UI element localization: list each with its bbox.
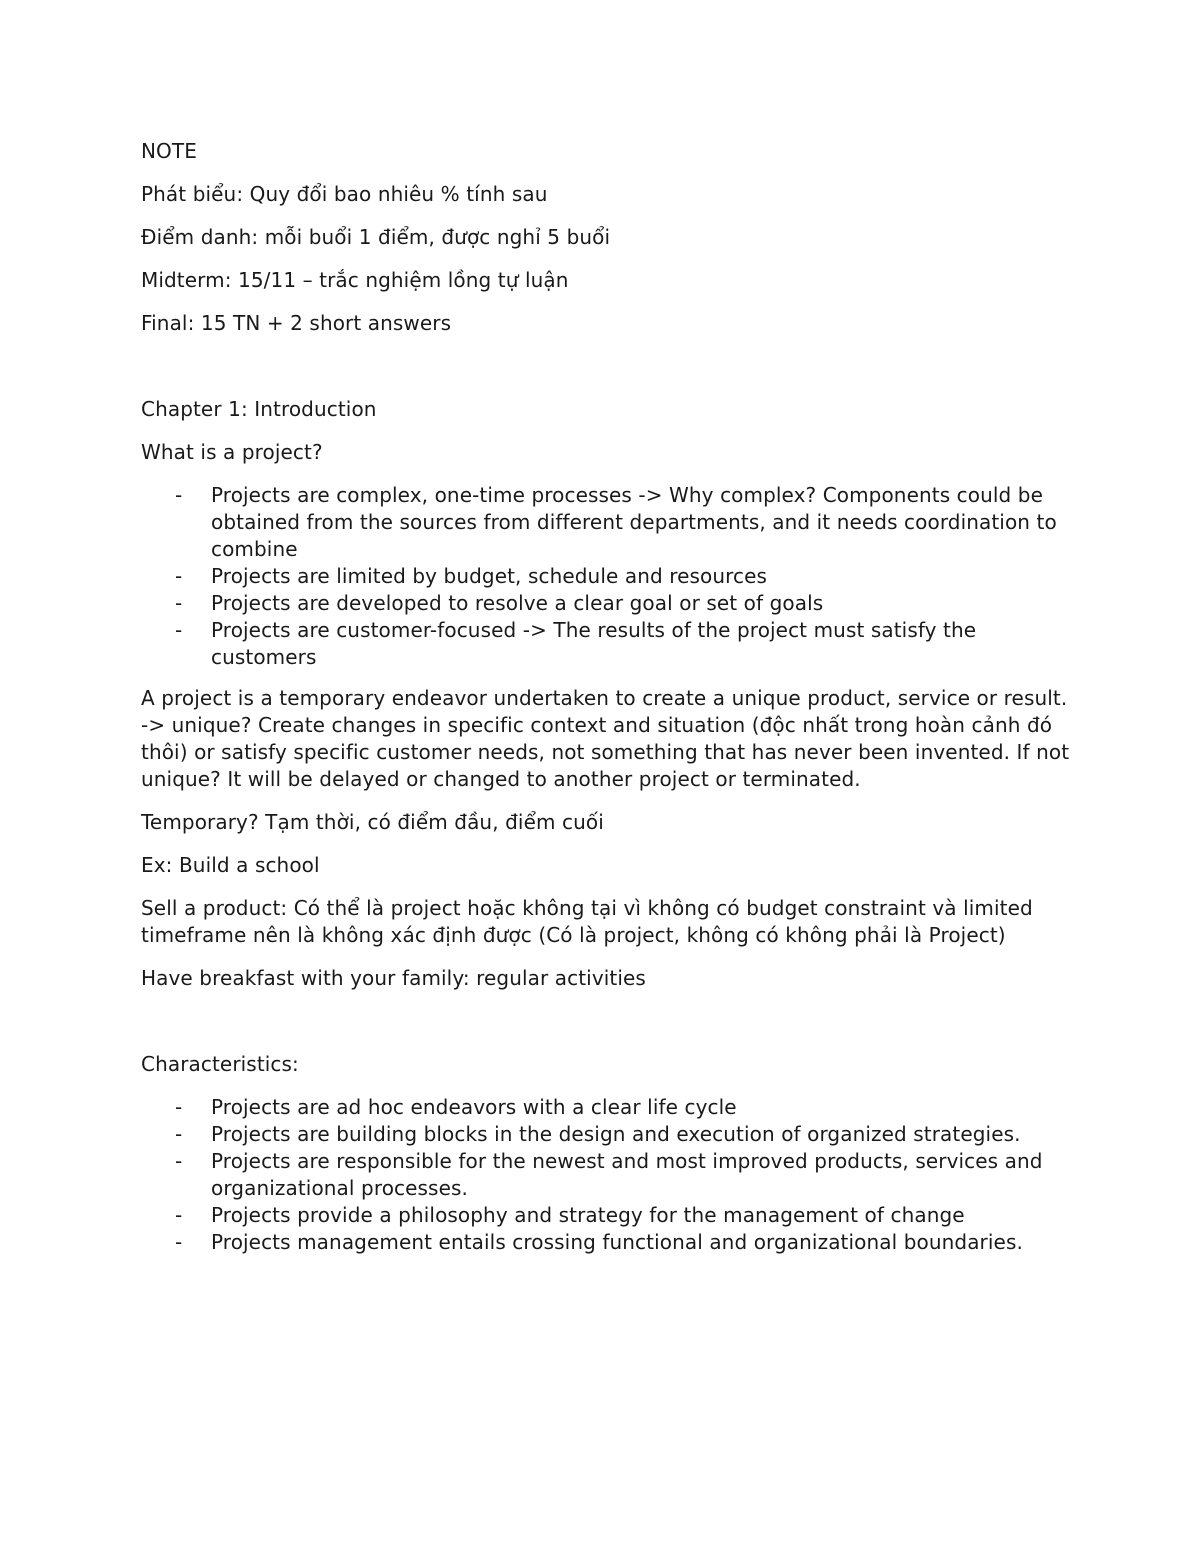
sell-product-note: Sell a product: Có thể là project hoặc không tại vì không có budget constraint và limited timeframe nên là không xác định được (Có là project, không có không phải là Project) [141, 896, 1033, 947]
list-item [141, 563, 1071, 590]
spacer [141, 1008, 1071, 1051]
list-item-text: Projects management entails crossing functional and organizational boundaries. [211, 1230, 1023, 1254]
project-definition: A project is a temporary endeavor undertaken to create a unique product, service or result. -> unique? Create changes in specific context and situation (độc nhất trong hoàn cảnh đó thôi) or satisfy specific customer needs, not something that has never been invented. If not unique? It will be delayed or changed to another project or terminated. [141, 686, 1070, 791]
list-item-text: Projects are building blocks in the design and execution of organized strategies. [211, 1122, 1021, 1146]
example-note: Ex: Build a school [141, 853, 320, 877]
dash-bullet: - [175, 1149, 183, 1173]
list-item-text: Projects are responsible for the newest and most improved products, services and organizational processes. [211, 1149, 1043, 1200]
dash-bullet: - [175, 591, 183, 615]
list-item [141, 1229, 1071, 1256]
spacer [141, 353, 1071, 396]
dash-bullet: - [175, 1230, 183, 1254]
dash-bullet: - [175, 1095, 183, 1119]
list-item-text: Projects are developed to resolve a clear goal or set of goals [211, 591, 824, 615]
breakfast-note: Have breakfast with your family: regular activities [141, 966, 646, 990]
dash-bullet: - [175, 618, 183, 642]
list-item-text: Projects are limited by budget, schedule and resources [211, 564, 768, 588]
dash-bullet: - [175, 1122, 183, 1146]
list-item [141, 1094, 1071, 1121]
list-item-text: Projects are customer-focused -> The results of the project must satisfy the customers [211, 618, 977, 669]
characteristics-bullet-list [141, 1094, 1071, 1256]
note-line-attendance: Điểm danh: mỗi buổi 1 điểm, được nghỉ 5 buổi [141, 225, 611, 249]
dash-bullet: - [175, 1203, 183, 1227]
project-bullet-list [141, 482, 1071, 671]
list-item [141, 1148, 1071, 1202]
chapter-question: What is a project? [141, 440, 323, 464]
characteristics-title: Characteristics: [141, 1052, 299, 1076]
list-item-text: Projects provide a philosophy and strategy for the management of change [211, 1203, 965, 1227]
list-item-text: Projects are ad hoc endeavors with a clear life cycle [211, 1095, 737, 1119]
list-item [141, 1202, 1071, 1229]
note-line-midterm: Midterm: 15/11 – trắc nghiệm lồng tự luận [141, 268, 569, 292]
list-item-text: Projects are complex, one-time processes -> Why complex? Components could be obtained from the sources from different departments, and it needs coordination to combine [211, 483, 1057, 561]
document-page [141, 138, 1071, 1270]
list-item [141, 617, 1071, 671]
dash-bullet: - [175, 564, 183, 588]
list-item [141, 482, 1071, 563]
temporary-note: Temporary? Tạm thời, có điểm đầu, điểm cuối [141, 810, 604, 834]
list-item [141, 590, 1071, 617]
list-item [141, 1121, 1071, 1148]
dash-bullet: - [175, 483, 183, 507]
note-line-final: Final: 15 TN + 2 short answers [141, 311, 452, 335]
chapter-title: Chapter 1: Introduction [141, 397, 377, 421]
note-title: NOTE [141, 139, 197, 163]
note-line-participation: Phát biểu: Quy đổi bao nhiêu % tính sau [141, 182, 548, 206]
